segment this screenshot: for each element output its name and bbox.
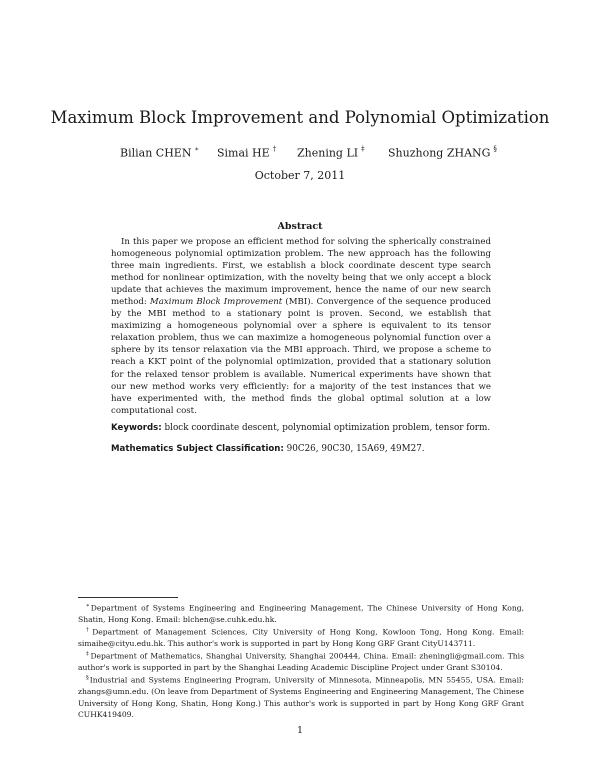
author-1 — [120, 146, 199, 160]
abstract-method-name: Maximum Block Improvement — [149, 297, 283, 308]
keywords-line — [111, 423, 511, 433]
abstract-body — [111, 236, 491, 417]
msc-label: Mathematics Subject Classification: — [111, 444, 284, 454]
footnote-3 — [78, 649, 524, 673]
paper-title: Maximum Block Improvement and Polynomial Optimization — [50, 108, 550, 127]
footnotes — [78, 601, 524, 720]
paper-date: October 7, 2011 — [254, 169, 346, 182]
footnote-mark: § — [86, 674, 89, 681]
author-name: Shuzhong ZHANG — [388, 146, 491, 160]
author-name: Simai HE — [217, 146, 270, 160]
footnote-2 — [78, 625, 524, 649]
footnote-text: Department of Management Sciences, City University of Hong Kong, Kowloon Tong, Hong Kong. Email: simaihe@cityu.edu.hk. This author's work is supported in part by Hong Kong GRF Grant CityU143711. — [78, 627, 525, 648]
author-2 — [217, 146, 276, 160]
author-footnote-mark: ∗ — [194, 145, 200, 153]
page-number: 1 — [296, 725, 304, 736]
keywords-label: Keywords: — [111, 423, 162, 433]
footnote-4 — [78, 673, 524, 720]
author-footnote-mark: ‡ — [361, 145, 365, 153]
abstract-text-part1: In this paper we propose an efficient method for solving the spherically constrained homogeneous polynomial optimization problem. The new approach has the following three main ingredients. First, we establish a block coordinate descent type search method for nonlinear optimization, with the novelty being that we only accept a block update that achieves the maximum improvement, hence the name of our new search method: — [111, 237, 491, 308]
msc-line — [111, 444, 531, 454]
author-3 — [297, 146, 365, 160]
abstract-heading: Abstract — [277, 221, 323, 232]
footnote-text: Department of Mathematics, Shanghai University, Shanghai 200444, China. Email: zheningli@gmail.com. This author's work is supported in part by the Shanghai Leading Academic Discipline Project under Grant S30104. — [78, 651, 524, 673]
author-footnote-mark: § — [493, 145, 497, 153]
abstract-text-part2: (MBI). Convergence of the sequence produced by the MBI method to a stationary point is proven. Second, we establish that maximizing a homogeneous polynomial over a sphere is equivalent to its tensor relaxation problem, thus we can maximize a homogeneous polynomial function over a sphere by its tensor relaxation via the MBI approach. Third, we propose a scheme to reach a KKT point of the polynomial optimization, provided that a stationary solution for the relaxed tensor problem is available. Numerical experiments have shown that our new method works very efficiently: for a majority of the test instances that we have experimented with, the method finds the global optimal solution at a low computational cost. — [111, 297, 491, 416]
footnote-text: Department of Systems Engineering and Engineering Management, The Chinese University of Hong Kong, Shatin, Hong Kong. Email: blchen@se.cuhk.edu.hk. — [78, 603, 524, 624]
author-footnote-mark: † — [272, 145, 277, 153]
footnote-mark: ‡ — [86, 650, 90, 657]
author-name: Bilian CHEN — [120, 146, 192, 160]
footnote-mark: † — [86, 626, 92, 633]
author-list — [0, 146, 600, 162]
footnote-1 — [78, 601, 524, 625]
footnote-rule — [78, 597, 178, 598]
author-name: Zhening LI — [297, 146, 359, 160]
msc-text: 90C26, 90C30, 15A69, 49M27. — [286, 444, 425, 454]
footnote-mark: ∗ — [86, 602, 90, 609]
footnote-text: Industrial and Systems Engineering Program, University of Minnesota, Minneapolis, MN 55455, USA. Email: zhangs@umn.edu. (On leave from Department of Systems Engineering and Engineering Management, The Chinese University of Hong Kong, Shatin, Hong Kong.) This author's work is supported in part by Hong Kong GRF Grant CUHK419409. — [78, 675, 524, 719]
author-4 — [388, 146, 497, 160]
keywords-text: block coordinate descent, polynomial optimization problem, tensor form. — [164, 423, 491, 433]
